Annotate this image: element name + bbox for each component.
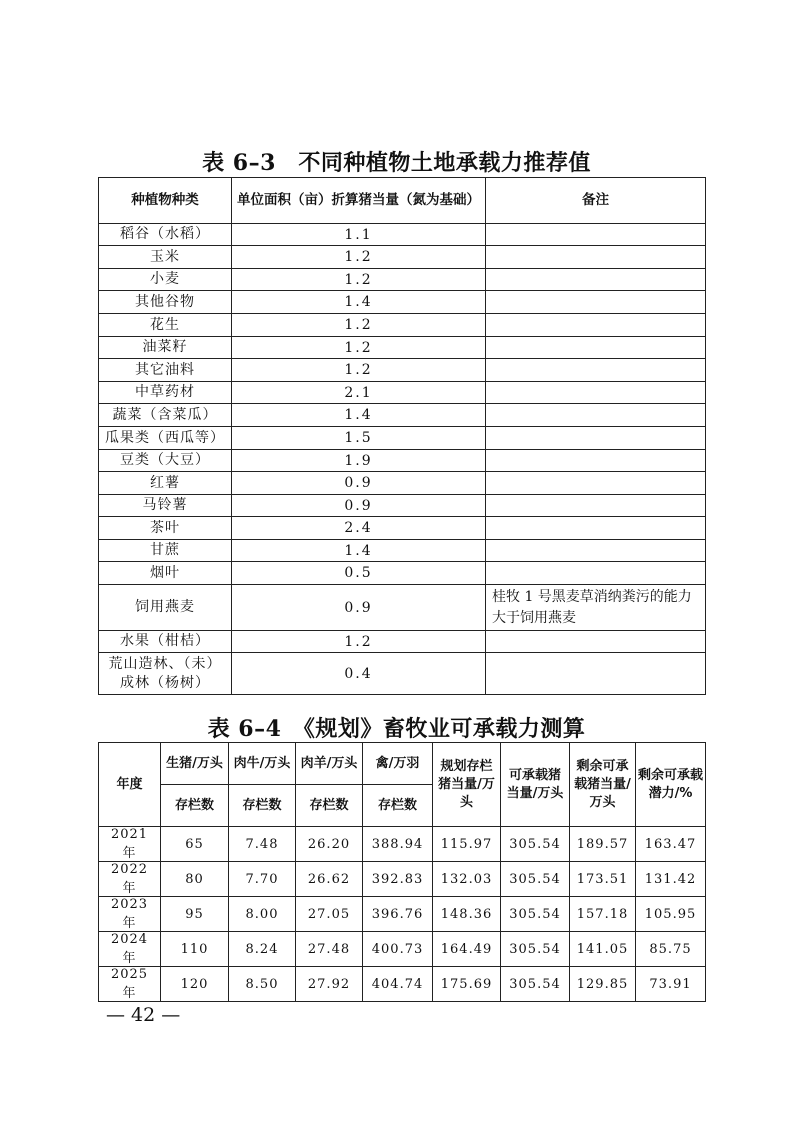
note-cell: [486, 653, 706, 695]
crop-cell: 小麦: [99, 269, 232, 291]
poultry-cell: 392.83: [363, 862, 433, 897]
value-cell: 1.4: [232, 540, 486, 562]
crop-cell: 茶叶: [99, 517, 232, 540]
table-row: [99, 314, 706, 337]
capacity-cell: 305.54: [501, 827, 570, 862]
planned-cell: 148.36: [433, 897, 501, 932]
page-number: — 42 —: [106, 1004, 181, 1026]
table-row: [99, 404, 706, 427]
table-row: [99, 827, 706, 862]
remaining-cell: 189.57: [570, 827, 636, 862]
capacity-cell: 305.54: [501, 967, 570, 1002]
crop-cell: 其它油料: [99, 359, 232, 382]
sheep-cell: 27.48: [296, 932, 363, 967]
poultry-cell: 396.76: [363, 897, 433, 932]
crop-cell: 蔬菜（含菜瓜）: [99, 404, 232, 427]
header-planned: 规划存栏猪当量/万头: [433, 743, 501, 827]
crop-cell: 瓜果类（西瓜等）: [99, 427, 232, 450]
value-cell: 0.9: [232, 472, 486, 495]
value-cell: 2.1: [232, 382, 486, 404]
value-cell: 1.2: [232, 359, 486, 382]
remaining-cell: 141.05: [570, 932, 636, 967]
table-row: [99, 517, 706, 540]
table-row: [99, 540, 706, 562]
cattle-cell: 7.48: [229, 827, 296, 862]
livestock-capacity-table: [98, 742, 706, 1002]
note-cell: [486, 495, 706, 517]
remaining-cell: 173.51: [570, 862, 636, 897]
note-cell: [486, 337, 706, 359]
header-pig: 生猪/万头: [161, 743, 229, 785]
value-cell: 2.4: [232, 517, 486, 540]
value-cell: 1.2: [232, 269, 486, 291]
table-row: [99, 495, 706, 517]
table-row: [99, 653, 706, 695]
poultry-cell: 388.94: [363, 827, 433, 862]
year-cell: 2025 年: [99, 967, 161, 1002]
table-row: [99, 862, 706, 897]
value-cell: 1.2: [232, 314, 486, 337]
header-stock-cattle: 存栏数: [229, 785, 296, 827]
sheep-cell: 27.92: [296, 967, 363, 1002]
crop-cell: 烟叶: [99, 562, 232, 585]
year-cell: 2023 年: [99, 897, 161, 932]
potential-cell: 163.47: [636, 827, 706, 862]
note-cell: [486, 450, 706, 472]
header-value: 单位面积（亩）折算猪当量（氮为基础）: [232, 178, 486, 224]
value-cell: 1.2: [232, 246, 486, 269]
table-row: [99, 246, 706, 269]
value-cell: 1.9: [232, 450, 486, 472]
header-note: 备注: [486, 178, 706, 224]
value-cell: 0.5: [232, 562, 486, 585]
sheep-cell: 27.05: [296, 897, 363, 932]
year-cell: 2022 年: [99, 862, 161, 897]
table-row: [99, 382, 706, 404]
table-row: [99, 932, 706, 967]
potential-cell: 73.91: [636, 967, 706, 1002]
note-cell: 桂牧 1 号黑麦草消纳粪污的能力大于饲用燕麦: [486, 585, 706, 631]
potential-cell: 105.95: [636, 897, 706, 932]
value-cell: 1.2: [232, 631, 486, 653]
note-cell: [486, 269, 706, 291]
table2-caption: 表 6–4 《规划》畜牧业可承载力测算: [207, 716, 586, 742]
header-capacity: 可承载猪当量/万头: [501, 743, 570, 827]
value-cell: 1.2: [232, 337, 486, 359]
planned-cell: 132.03: [433, 862, 501, 897]
crop-cell: 玉米: [99, 246, 232, 269]
year-cell: 2024 年: [99, 932, 161, 967]
pig-cell: 95: [161, 897, 229, 932]
planned-cell: 175.69: [433, 967, 501, 1002]
table-row: [99, 562, 706, 585]
value-cell: 1.4: [232, 404, 486, 427]
header-stock-pig: 存栏数: [161, 785, 229, 827]
note-cell: [486, 540, 706, 562]
cattle-cell: 7.70: [229, 862, 296, 897]
pig-cell: 80: [161, 862, 229, 897]
table-row: [99, 450, 706, 472]
crop-cell: 甘蔗: [99, 540, 232, 562]
header-poultry: 禽/万羽: [363, 743, 433, 785]
crop-cell: 豆类（大豆）: [99, 450, 232, 472]
value-cell: 0.4: [232, 653, 486, 695]
table-row: [99, 359, 706, 382]
note-cell: [486, 359, 706, 382]
value-cell: 1.4: [232, 291, 486, 314]
crop-cell: 中草药材: [99, 382, 232, 404]
header-stock-poultry: 存栏数: [363, 785, 433, 827]
table-row: [99, 585, 706, 631]
capacity-cell: 305.54: [501, 897, 570, 932]
crop-cell: 稻谷（水稻）: [99, 224, 232, 246]
table-row: [99, 269, 706, 291]
note-cell: [486, 404, 706, 427]
note-cell: [486, 472, 706, 495]
value-cell: 0.9: [232, 495, 486, 517]
cattle-cell: 8.00: [229, 897, 296, 932]
capacity-cell: 305.54: [501, 932, 570, 967]
header-potential: 剩余可承载潜力/%: [636, 743, 706, 827]
poultry-cell: 404.74: [363, 967, 433, 1002]
crop-capacity-table: [98, 177, 706, 695]
table1-caption: 表 6–3 不同种植物土地承载力推荐值: [202, 150, 591, 176]
crop-cell: 马铃薯: [99, 495, 232, 517]
pig-cell: 65: [161, 827, 229, 862]
table-row: [99, 224, 706, 246]
capacity-cell: 305.54: [501, 862, 570, 897]
header-stock-sheep: 存栏数: [296, 785, 363, 827]
table-row: [99, 337, 706, 359]
planned-cell: 115.97: [433, 827, 501, 862]
note-cell: [486, 427, 706, 450]
cattle-cell: 8.24: [229, 932, 296, 967]
value-cell: 0.9: [232, 585, 486, 631]
table-row: [99, 427, 706, 450]
value-cell: 1.1: [232, 224, 486, 246]
poultry-cell: 400.73: [363, 932, 433, 967]
crop-cell: 油菜籽: [99, 337, 232, 359]
crop-cell: 饲用燕麦: [99, 585, 232, 631]
crop-cell: 水果（柑桔）: [99, 631, 232, 653]
note-cell: [486, 517, 706, 540]
note-cell: [486, 562, 706, 585]
table-row: [99, 291, 706, 314]
sheep-cell: 26.20: [296, 827, 363, 862]
table-row: [99, 967, 706, 1002]
remaining-cell: 129.85: [570, 967, 636, 1002]
planned-cell: 164.49: [433, 932, 501, 967]
remaining-cell: 157.18: [570, 897, 636, 932]
note-cell: [486, 314, 706, 337]
cattle-cell: 8.50: [229, 967, 296, 1002]
table-row: [99, 472, 706, 495]
header-remaining: 剩余可承载猪当量/万头: [570, 743, 636, 827]
note-cell: [486, 382, 706, 404]
note-cell: [486, 631, 706, 653]
table-row: [99, 897, 706, 932]
pig-cell: 120: [161, 967, 229, 1002]
table-row: [99, 631, 706, 653]
note-cell: [486, 246, 706, 269]
note-cell: [486, 291, 706, 314]
sheep-cell: 26.62: [296, 862, 363, 897]
year-cell: 2021 年: [99, 827, 161, 862]
header-sheep: 肉羊/万头: [296, 743, 363, 785]
crop-cell: 红薯: [99, 472, 232, 495]
potential-cell: 131.42: [636, 862, 706, 897]
potential-cell: 85.75: [636, 932, 706, 967]
crop-cell: 其他谷物: [99, 291, 232, 314]
pig-cell: 110: [161, 932, 229, 967]
value-cell: 1.5: [232, 427, 486, 450]
header-year: 年度: [99, 743, 161, 827]
crop-cell: 花生: [99, 314, 232, 337]
note-cell: [486, 224, 706, 246]
header-cattle: 肉牛/万头: [229, 743, 296, 785]
crop-cell: 荒山造林、（未）成林（杨树）: [99, 653, 232, 695]
header-crop: 种植物种类: [99, 178, 232, 224]
